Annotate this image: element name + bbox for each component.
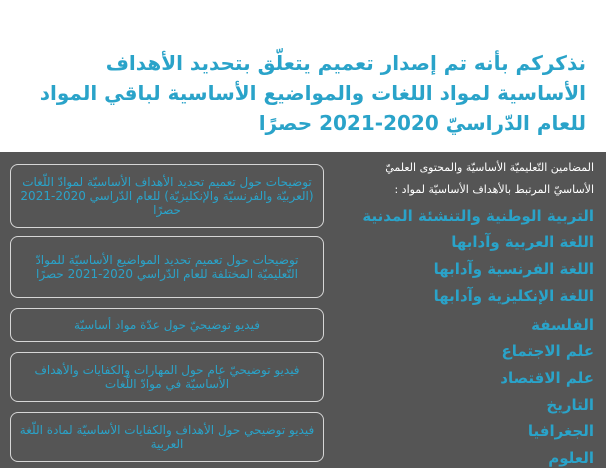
subject-link-economics[interactable]: علم الاقتصاد [500, 369, 594, 387]
announcement-line-3: للعام الدّراسيّ 2020-2021 حصرًا [258, 111, 586, 135]
subject-link-history[interactable]: التاريخ [546, 396, 594, 414]
announcement-line-1: نذكركم بأنه تم إصدار تعميم يتعلّق بتحديد الأهداف [105, 51, 586, 75]
subject-link-sociology[interactable]: علم الاجتماع [501, 342, 594, 360]
subjects-heading-line-2: الأساسيّ المرتبط بالأهداف الأساسيّة لمواد : [394, 183, 594, 196]
resource-card-languages-clarifications[interactable] [10, 164, 324, 228]
resource-card-video-arabic[interactable] [10, 412, 324, 462]
announcement-line-2: الأساسية لمواد اللغات والمواضيع الأساسية لباقي المواد [39, 81, 586, 105]
resources-panel [0, 152, 606, 468]
resource-card-video-languages[interactable] [10, 352, 324, 402]
subject-link-arabic[interactable]: اللغة العربية وآدابها [451, 233, 594, 251]
resource-card-label: فيديو توضيحي حول الأهداف والكفايات الأساسيّة لمادة اللّغة العربية [19, 423, 315, 451]
announcement-header [0, 0, 606, 152]
resource-card-label: توضيحات حول تعميم تحديد المواضيع الأساسيّة للموادّ التّعليميّة المختلفة للعام الدّراسي 2020-2021 حصرًا [35, 253, 299, 281]
resource-card-label: توضيحات حول تعميم تحديد الأهداف الأساسيّة لموادّ اللّغات (العربيّة والفرنسيّة والإنكليزيّة) للعام الدّراسي 2020-2021 حصرًا [20, 175, 314, 217]
subjects-heading-line-1: المضامين التّعليميّة الأساسيّة والمحتوى العلميّ [385, 161, 594, 174]
subject-link-geography[interactable]: الجغرافيا [527, 422, 594, 440]
subject-link-philosophy[interactable]: الفلسفة [531, 316, 594, 334]
resource-card-video-subjects[interactable] [10, 308, 324, 342]
subjects-column [334, 152, 594, 467]
resource-card-subjects-clarifications[interactable] [10, 236, 324, 298]
subject-link-civics[interactable]: التربية الوطنية والتنشئة المدنية [362, 207, 594, 225]
subject-link-english[interactable]: اللغة الإنكليزية وآدابها [433, 287, 594, 305]
resource-card-label: فيديو توضيحيّ حول عدّة مواد أساسيّة [74, 318, 260, 332]
resource-card-label: فيديو توضيحيّ عام حول المهارات والكفايات والأهداف الأساسيّة في موادّ اللّغات [34, 363, 300, 391]
subject-link-sciences[interactable]: العلوم [548, 449, 594, 467]
subject-link-french[interactable]: اللغة الفرنسية وآدابها [433, 260, 594, 278]
